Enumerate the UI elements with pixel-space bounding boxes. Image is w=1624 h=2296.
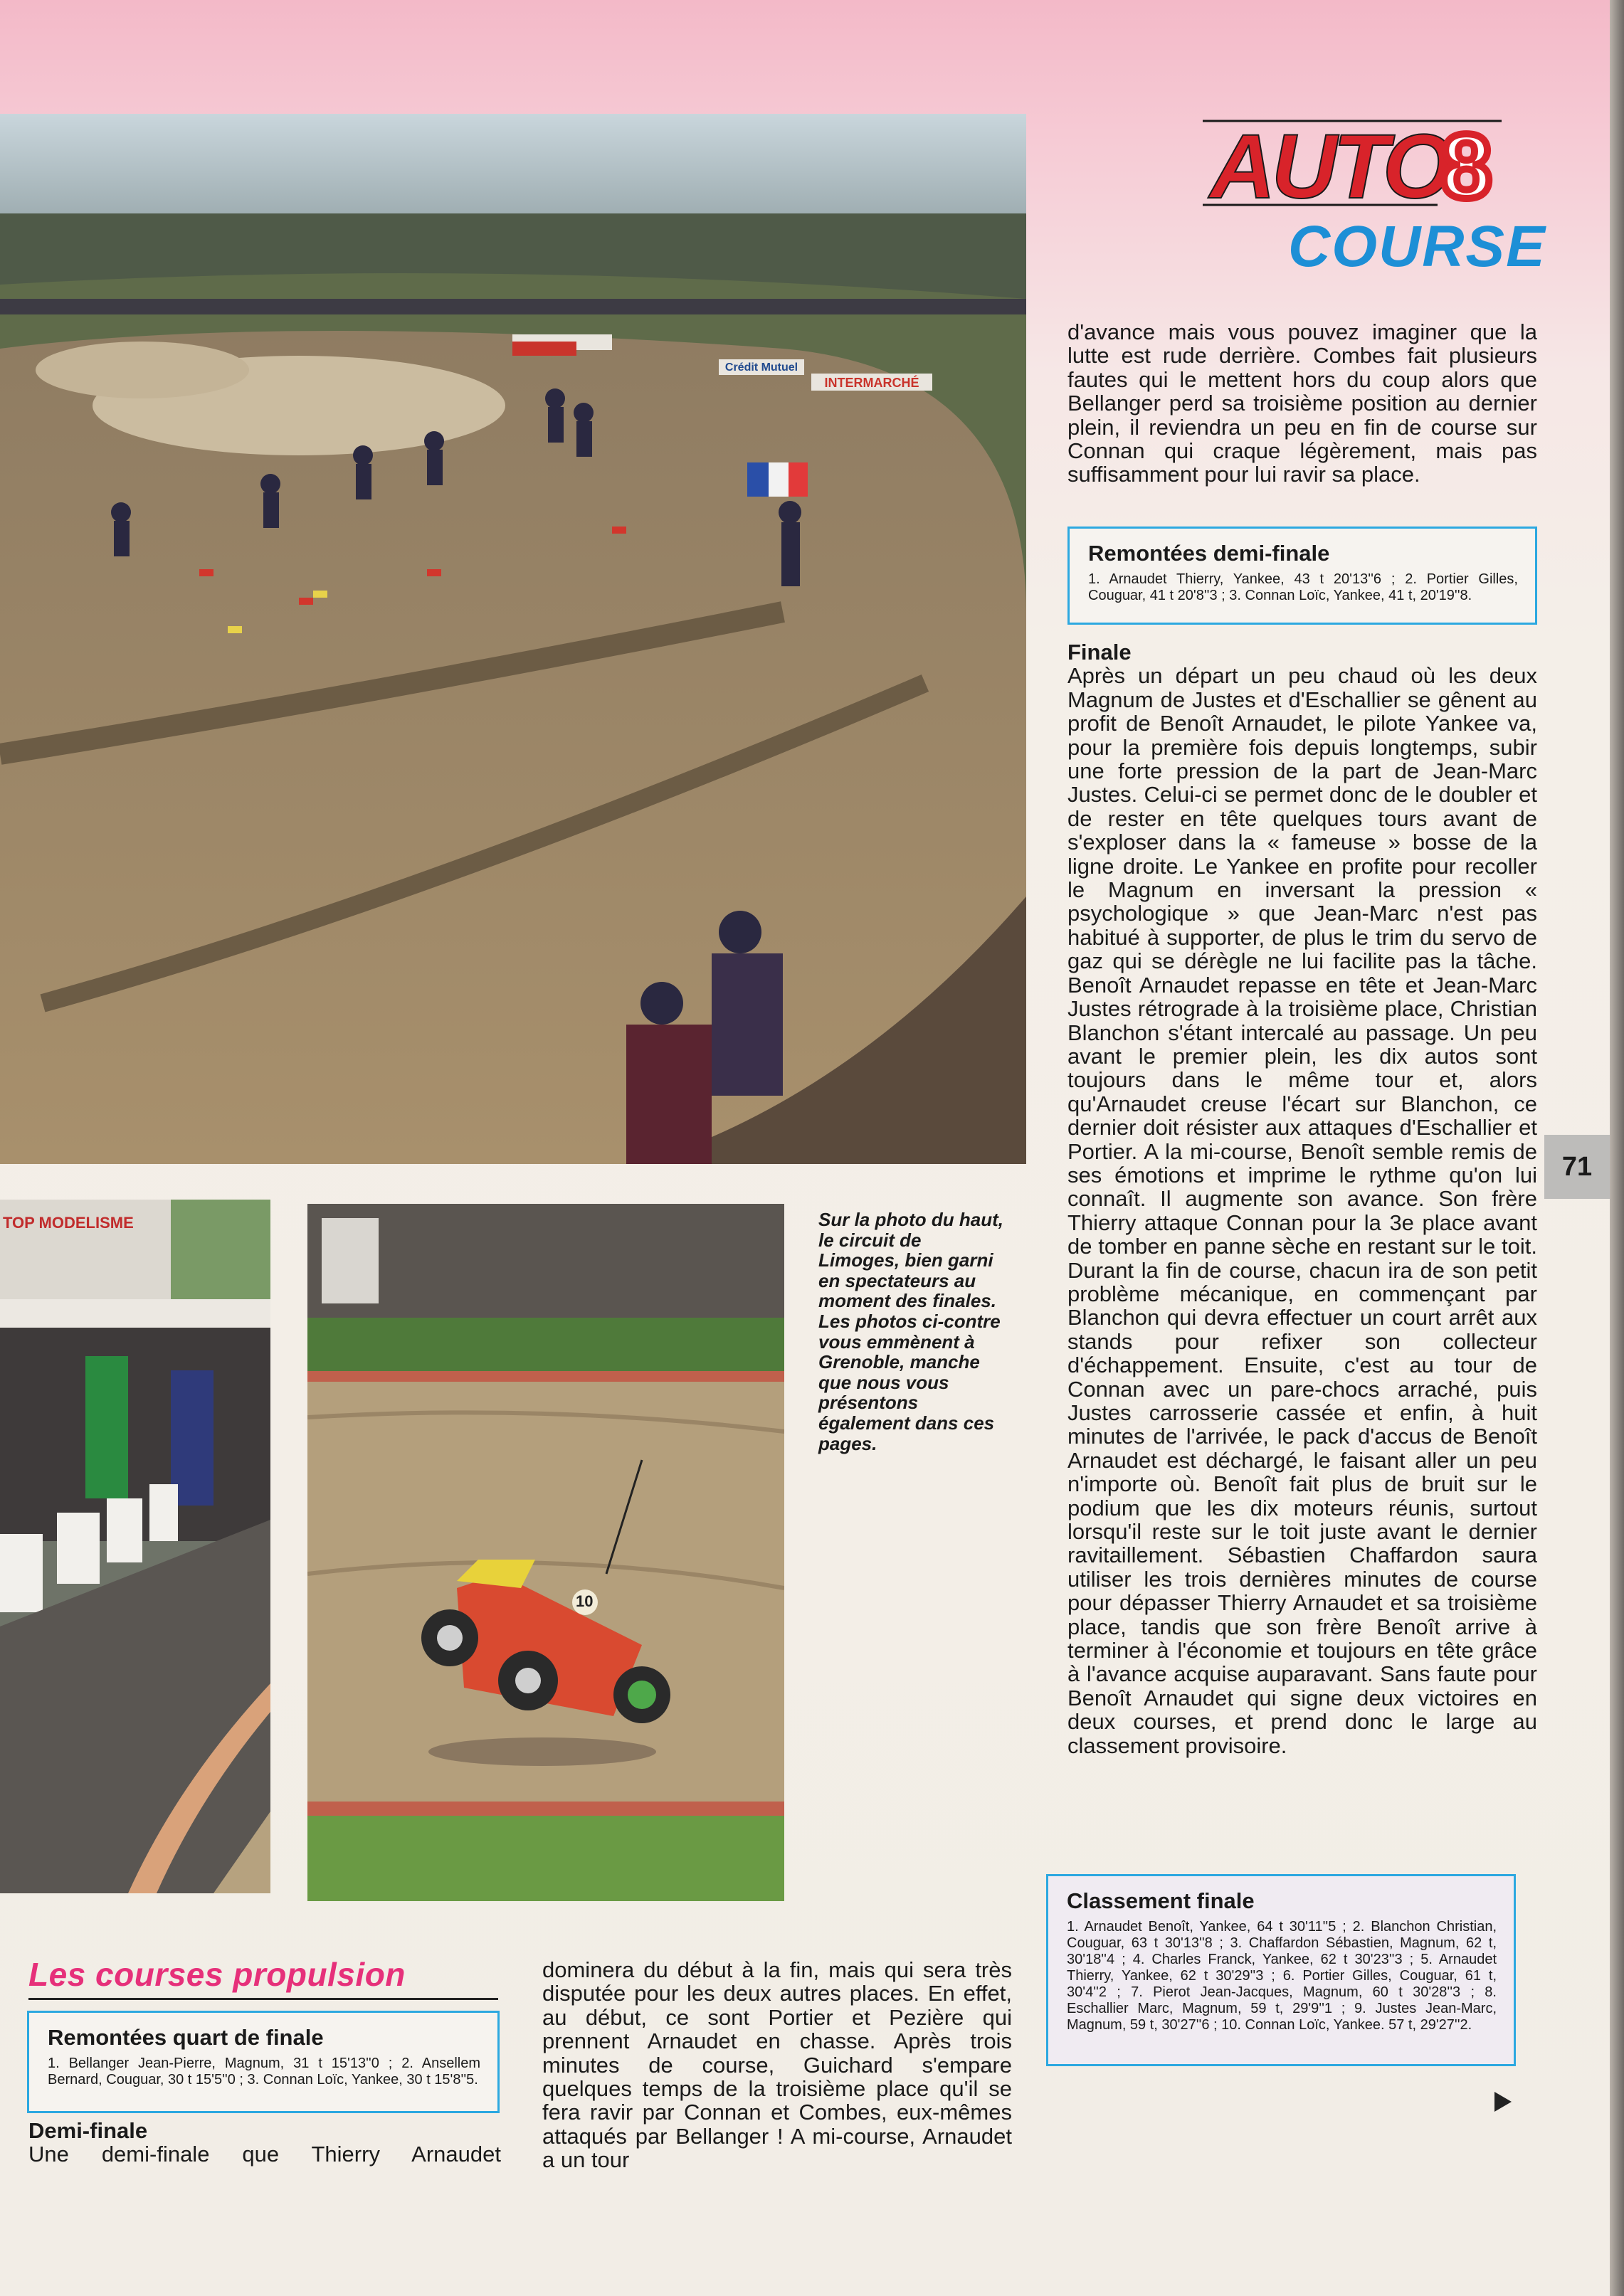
box-classement-finale xyxy=(1046,1874,1516,2066)
box-demi-body: 1. Arnaudet Thierry, Yankee, 43 t 20'13''6 ; 2. Portier Gilles, Couguar, 41 t 20'8''3 ; 3. Connan Loïc, Yankee, 41 t, 20'19''8. xyxy=(1088,571,1518,603)
bottom-middle-column xyxy=(542,1958,1012,2172)
demi-finale-heading: Demi-finale xyxy=(28,2118,148,2143)
logo-eight-text: 8 xyxy=(1441,116,1492,218)
photo-caption: Sur la photo du haut, le circuit de Limoges, bien garni en spectateurs au moment des finales. Les photos ci-contre vous emmènent à Grenoble, manche que nous vous présentons également dans ces pages. xyxy=(818,1209,1003,1454)
box-demi-title: Remontées demi-finale xyxy=(1088,541,1330,566)
finale-text: Après un départ un peu chaud où les deux Magnum de Justes et d'Eschallier se gênent au profit de Benoît Arnaudet, le pilote Yankee va, pour la première fois depuis longtemps, subir une forte pression de la part de Jean-Marc Justes. Celui-ci se permet donc de le doubler et de rester en tête quelques tours avant de s'exploser dans la « fameuse » bosse de la ligne droite. Le Yankee en profite pour recoller le Magnum en inversant la pression « psychologique » que Jean-Marc n'est pas habitué à supporter, de plus le trim du servo de gaz qui se dérègle ne lui facilite pas la tâche. Benoît Arnaudet repasse en tête et Jean-Marc Justes rétrograde à la troisième place, Christian Blanchon s'étant intercalé au passage. Un peu avant le premier plein, les dix autos sont toujours dans le même tour et, alors qu'Arnaudet creuse l'écart sur Blanchon, ce dernier doit résister aux attaques d'Eschallier et Portier. A la mi-course, Benoît semble remis de ses émotions et imprime le rythme qu'on lui connaît. Il augmente son avance. Son frère Thierry attaque Connan pour la 3e place avant de tomber en panne sèche en restant sur le toit. Durant la fin de course, chacun ira de son petit problème mécanique, en commençant par Blanchon qui devra effectuer un court arrêt aux stands pour refixer son collecteur d'échappement. Ensuite, c'est au tour de Connan avec un pare-chocs arraché, puis Justes carrosserie cassée et enfin, à huit minutes de l'arrivée, le pack d'accus de Benoît Arnaudet est déchargé, le faisant aller un peu n'importe où. Benoît fait plus de bruit sur le podium que les dix moteurs réunis, surtout lorsqu'il reste sur le toit juste avant le dernier ravitaillement. Sébastien Chaffardon saura utiliser les trois dernières minutes de course pour dépasser Thierry Arnaudet et sa troisième place, tandis que son frère Benoît arrive à terminer à l'économie et toujours en tête grâce à l'avance acquise auparavant. Sans faute pour Benoît Arnaudet qui signe deux victoires en deux courses, et prend donc le large au classement provisoire. xyxy=(1067,663,1537,1758)
box-classement-body: 1. Arnaudet Benoît, Yankee, 64 t 30'11''5 ; 2. Blanchon Christian, Couguar, 63 t 30'13''8 ; 3. Chaffardon Sébastien, Magnum, 62 t, 30'18''4 ; 4. Charles Franck, Yankee, 62 t 30'23''3 ; 5. Arnaudet Thierry, Yankee, 62 t 30'29''3 ; 6. Portier Gilles, Couguar, 61 t, 30'4''2 ; 7. Pierot Jean-Jacques, Magnum, 60 t 30'28''3 ; 8. Eschallier Marc, Magnum, 59 t, 29'9''1 ; 9. Justes Jean-Marc, Magnum, 59 t, 30'27''6 ; 10. Connan Loïc, Yankee. 57 t, 29'27''2. xyxy=(1067,1919,1497,2033)
page-edge xyxy=(1610,0,1624,2296)
continue-arrow-icon xyxy=(1494,2092,1512,2112)
banner-intermarche: INTERMARCHÉ xyxy=(824,376,919,390)
shop-sign: TOP MODELISME xyxy=(3,1214,134,1232)
section-heading-propulsion: Les courses propulsion xyxy=(28,1956,406,1993)
section-heading-rule xyxy=(28,1998,498,2000)
finale-heading: Finale xyxy=(1067,640,1132,665)
box-remontees-demi-finale xyxy=(1067,527,1537,625)
photo-grenoble-pits xyxy=(0,1200,270,1893)
intro-paragraph: d'avance mais vous pouvez imaginer que la lutte est rude derrière. Combes fait plusieurs fautes qui le mettent hors du coup alors que Bellanger perd sa troisième position au dernier plein, il reviendra un peu en fin de course sur Connan qui craque légèrement, mais pas suffisamment pour lui ravir sa place. xyxy=(1067,319,1537,487)
box-remontees-quart-de-finale xyxy=(27,2011,500,2113)
finale-section xyxy=(1067,640,1537,1757)
right-column-intro xyxy=(1067,320,1537,487)
photo-buggy-jump xyxy=(307,1204,784,1901)
banner-credit-mutuel: Crédit Mutuel xyxy=(724,361,798,374)
demi-finale-text: Une demi-finale que Thierry Arnaudet xyxy=(28,2142,501,2167)
box-classement-title: Classement finale xyxy=(1067,1888,1255,1913)
box-quart-body: 1. Bellanger Jean-Pierre, Magnum, 31 t 15'13''0 ; 2. Ansellem Bernard, Couguar, 30 t 15'5''0 ; 3. Connan Loïc, Yankee, 30 t 15'8''5. xyxy=(48,2056,480,2088)
demi-finale-section xyxy=(28,2119,501,2167)
buggy-number: 10 xyxy=(576,1592,594,1610)
box-quart-title: Remontées quart de finale xyxy=(48,2025,324,2050)
bottom-middle-text: dominera du début à la fin, mais qui sera très disputée pour les deux autres places. En effet, au début, ce sont Portier et Pezière qui prennent Arnaudet en chasse. Après trois minutes de course, Guichard s'empare quelques temps de la troisième place qu'il se fera ravir par Connan et Combes, eux-mêmes attaqués par Bellanger ! A mi-course, Arnaudet a un tour xyxy=(542,1957,1012,2173)
page-number-tab: 71 xyxy=(1544,1135,1610,1199)
logo-course-text: COURSE xyxy=(1288,214,1546,279)
main-photo-limoges-circuit xyxy=(0,114,1026,1164)
logo-auto-text: AUTO xyxy=(1210,116,1450,218)
